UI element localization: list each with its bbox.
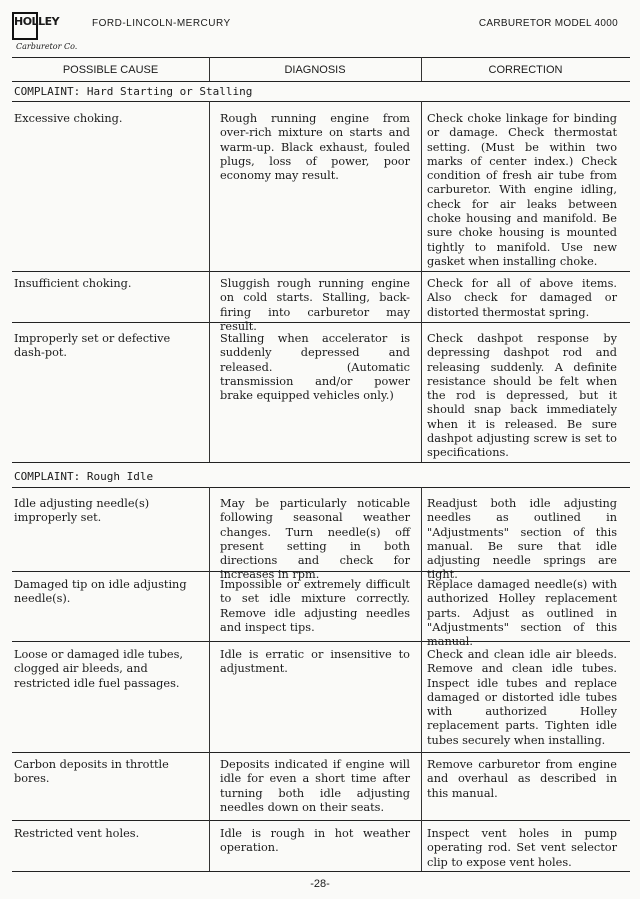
cause-cell: Restricted vent holes. — [14, 827, 140, 840]
rule-complaint2 — [12, 487, 630, 488]
col-divider — [209, 101, 210, 462]
cause-cell: Idle adjusting needle(s) improperly set. — [14, 497, 150, 525]
diagnosis-cell: Deposits indicated if engine will idle for even a short time after turning both idle adjusting needles down on their seats. — [220, 758, 410, 814]
cause-cell: Damaged tip on idle adjusting needle(s). — [14, 578, 187, 606]
col-head-cause: POSSIBLE CAUSE — [62, 64, 159, 76]
holley-logo — [12, 12, 78, 52]
cause-cell: Improperly set or defective dash-pot. — [14, 332, 171, 360]
page-header — [0, 0, 640, 56]
header-model: CARBURETOR MODEL 4000 — [478, 18, 618, 29]
complaint-heading: COMPLAINT: Hard Starting or Stalling — [14, 85, 253, 98]
rule-colhead — [12, 81, 630, 82]
cause-cell: Excessive choking. — [14, 112, 123, 125]
col-divider — [421, 487, 422, 871]
diagnosis-cell: Idle is erratic or insensitive to adjustment. — [220, 648, 410, 676]
cause-cell: Insufficient choking. — [14, 277, 132, 290]
correction-cell: Check dashpot response by depressing dashpot rod and releasing suddenly. A definite resistance should be felt when the rod is depressed, but it should snap back immediately when it is released. Be sure dashpot adjusting screw is set to specifications. — [427, 332, 617, 460]
rule-top — [12, 57, 630, 58]
correction-cell: Check choke linkage for binding or damage. Check thermostat setting. (Must be within two marks of center index.) Check condition of fresh air tube from carburetor. With engine idling, check for air leaks between choke housing and manifold. Be sure choke housing is mounted tightly to manifold. Use new gasket when installing choke. — [427, 112, 617, 268]
col-head-diagnosis: DIAGNOSIS — [284, 64, 346, 76]
rule-row — [12, 820, 630, 821]
correction-cell: Remove carburetor from engine and overhaul as described in this manual. — [427, 758, 617, 800]
page-number: -28- — [310, 878, 330, 890]
rule-complaint1 — [12, 101, 630, 102]
diagnosis-cell: Idle is rough in hot weather operation. — [220, 827, 410, 855]
diagnosis-cell: Impossible or extremely difficult to set idle mixture correctly. Remove idle adjusting needles and inspect tips. — [220, 578, 410, 634]
correction-cell: Inspect vent holes in pump operating rod. Set vent selector clip to expose vent holes. — [427, 827, 617, 869]
correction-cell: Replace damaged needle(s) with authorized Holley replacement parts. Adjust as outlined in "Adjustments" section of this manual. — [427, 578, 617, 649]
logo-subtitle: Carburetor Co. — [16, 42, 78, 51]
diagnosis-cell: Rough running engine from over-rich mixture on starts and warm-up. Black exhaust, fouled plugs, loss of power, poor economy may result. — [220, 112, 410, 183]
cause-cell: Carbon deposits in throttle bores. — [14, 758, 169, 786]
diagnosis-cell: Stalling when accelerator is suddenly depressed and released. (Automatic transmission and/or power brake equipped vehicles only.) — [220, 332, 410, 403]
rule-bottom — [12, 871, 630, 872]
logo-mark: HOLLEY — [12, 12, 38, 40]
rule-row — [12, 271, 630, 272]
correction-cell: Check and clean idle air bleeds. Remove and clean idle tubes. Inspect idle tubes and replace damaged or distorted idle tubes with authorized Holley replacement parts. Tighten idle tubes securely when installing. — [427, 648, 617, 747]
rule-row — [12, 462, 630, 463]
diagnosis-cell: Sluggish rough running engine on cold starts. Stalling, back-firing into carburetor may result. — [220, 277, 410, 333]
col-divider — [421, 101, 422, 462]
col-divider — [209, 487, 210, 871]
diagnosis-cell: May be particularly noticable following seasonal weather changes. Turn needle(s) off present setting in both directions and check for increases in rpm. — [220, 497, 410, 582]
rule-row — [12, 752, 630, 753]
correction-cell: Readjust both idle adjusting needles as outlined in "Adjustments" section of this manual. Be sure that idle adjusting needle springs are tight. — [427, 497, 617, 582]
correction-cell: Check for all of above items. Also check for damaged or distorted thermostat spring. — [427, 277, 617, 319]
cause-cell: Loose or damaged idle tubes, clogged air bleeds, and restricted idle fuel passages. — [14, 648, 183, 690]
complaint-heading: COMPLAINT: Rough Idle — [14, 470, 154, 483]
header-make: FORD-LINCOLN-MERCURY — [92, 18, 231, 29]
col-head-correction: CORRECTION — [488, 64, 563, 76]
